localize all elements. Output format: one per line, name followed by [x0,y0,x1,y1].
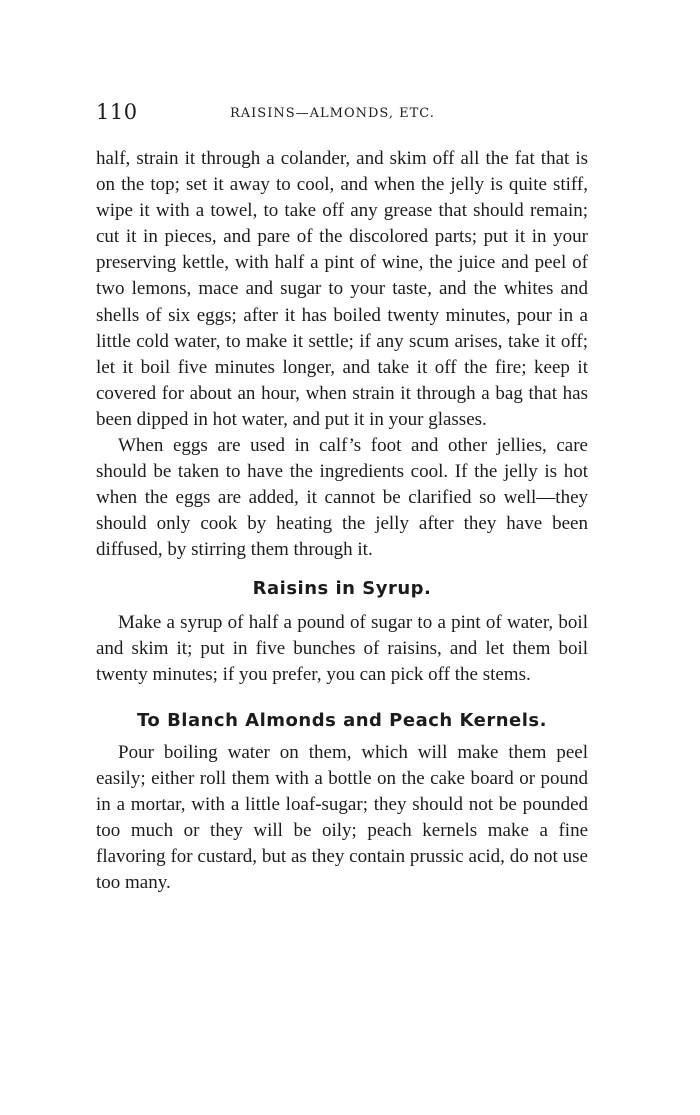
page-body [96,146,588,897]
recipe-heading-almonds: To Blanch Almonds and Peach Kernels. [137,709,547,731]
paragraph-continuation: half, strain it through a colander, and skim off all the fat that is on the top; set it away to cool, and when the jelly is quite stiff, wipe it with a towel, to take off any grease that should remain; cut it in pieces, and pare of the discolored parts; put it in your preserving kettle, with half a pint of wine, the juice and peel of two lemons, mace and sugar to your taste, and the whites and shells of six eggs; after it has boiled twenty minutes, pour in a little cold water, to make it settle; if any scum arises, take it off; let it boil five minutes longer, and take it off the fire; keep it covered for about an hour, when strain it through a bag that has been dipped in hot water, and put it in your glasses. [96,148,588,430]
paragraph-almonds: Pour boiling water on them, which will make them peel easily; either roll them with a bottle on the cake board or pound in a mortar, with a little loaf-sugar; they should not be pounded too much or they will be oily; peach kernels make a fine flavoring for custard, but as they contain prussic acid, do not use too many. [96,741,588,894]
paragraph-raisins: Make a syrup of half a pound of sugar to a pint of water, boil and skim it; put in five bunches of raisins, and let them boil twenty minutes; if you prefer, you can pick off the stems. [96,611,588,685]
paragraph-eggs-note: When eggs are used in calf’s foot and other jellies, care should be taken to have the ingredients cool. If the jelly is hot when the eggs are added, it cannot be clarified so well—they should only cook by heating the jelly after they have been diffused, by stirring them through it. [96,435,588,561]
page-number: 110 [96,100,138,124]
page-header [96,100,596,130]
running-head: RAISINS—ALMONDS, ETC. [230,106,435,121]
recipe-heading-raisins: Raisins in Syrup. [252,577,432,599]
